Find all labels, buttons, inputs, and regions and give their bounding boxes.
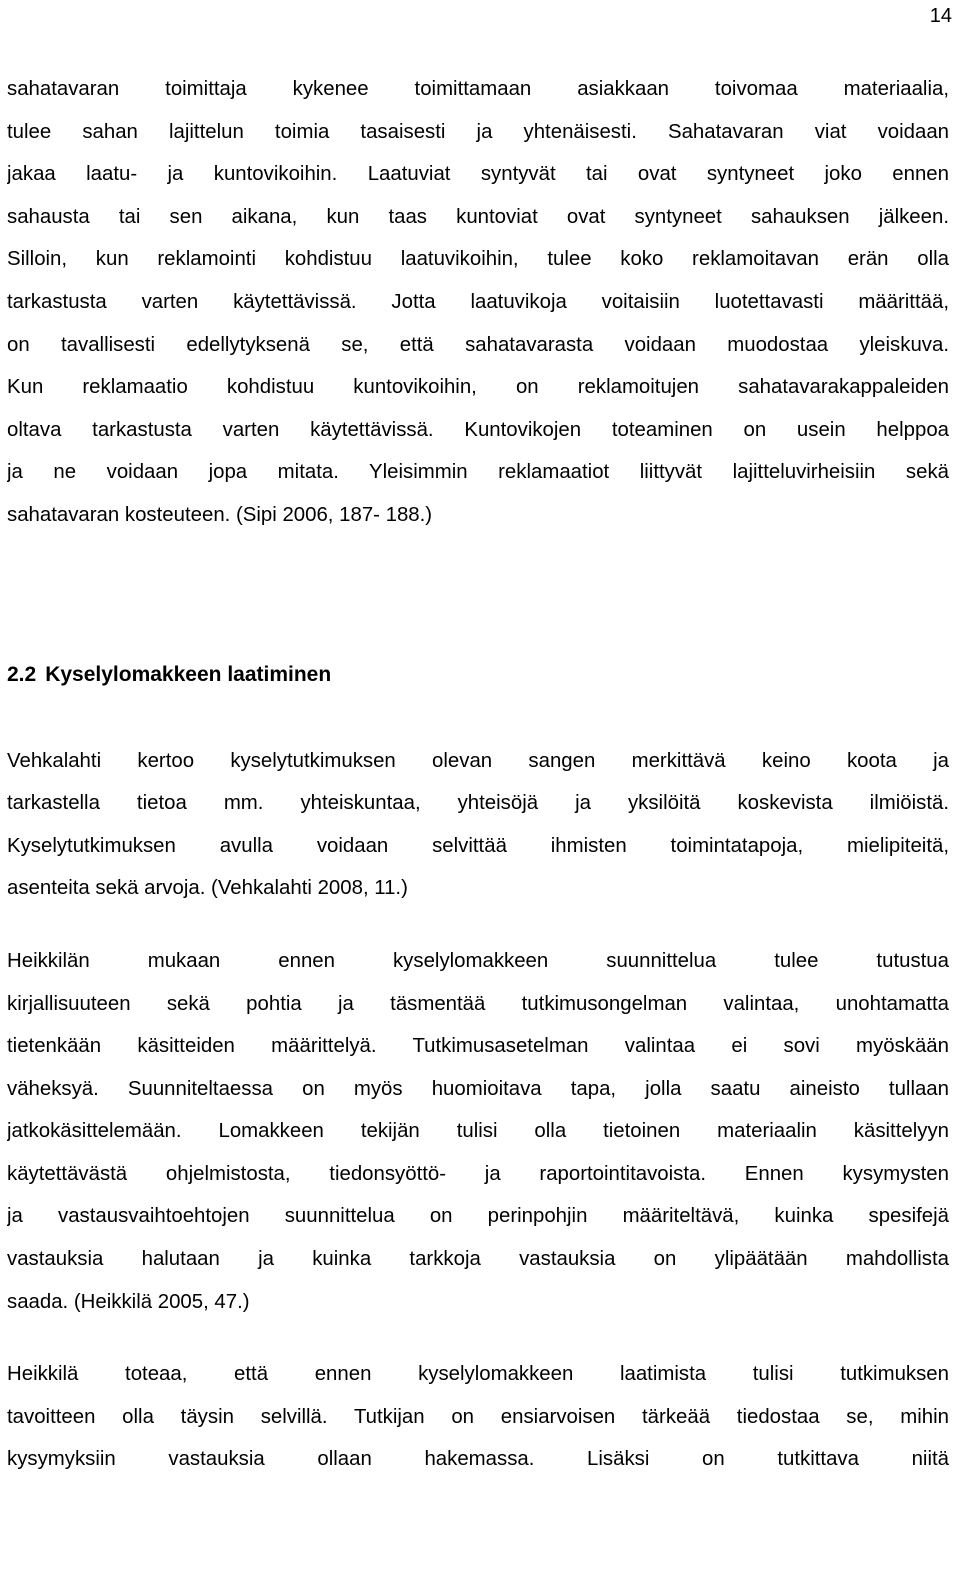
text-line: jakaa laatu- ja kuntovikoihin. Laatuviat syntyvät tai ovat syntyneet joko ennen	[7, 163, 949, 186]
text-line: tulee sahan lajittelun toimia tasaisesti ja yhtenäisesti. Sahatavaran viat voidaan	[7, 120, 949, 143]
text-line: kirjallisuuteen sekä pohtia ja täsmentää tutkimusongelman valintaa, unohtamatta	[7, 992, 949, 1015]
text-line: tietenkään käsitteiden määrittelyä. Tutkimusasetelman valintaa ei sovi myöskään	[7, 1035, 949, 1058]
paragraph-4	[7, 1353, 949, 1481]
text-line: jatkokäsittelemään. Lomakkeen tekijän tulisi olla tietoinen materiaalin käsittelyyn	[7, 1120, 949, 1143]
section-number: 2.2	[7, 662, 37, 686]
paragraph-2	[7, 740, 949, 910]
text-line: sahausta tai sen aikana, kun taas kuntoviat ovat syntyneet sahauksen jälkeen.	[7, 205, 949, 228]
text-line: Kun reklamaatio kohdistuu kuntovikoihin, on reklamoitujen sahatavarakappaleiden	[7, 376, 949, 399]
text-line: saada. (Heikkilä 2005, 47.)	[7, 1290, 250, 1313]
text-line: kysymyksiin vastauksia ollaan hakemassa. Lisäksi on tutkittava niitä	[7, 1448, 949, 1471]
text-line: asenteita sekä arvoja. (Vehkalahti 2008, 11.)	[7, 877, 408, 900]
text-line: väheksyä. Suunniteltaessa on myös huomioitava tapa, jolla saatu aineisto tullaan	[7, 1077, 949, 1100]
text-line: käytettävästä ohjelmistosta, tiedonsyöttö- ja raportointitavoista. Ennen kysymysten	[7, 1162, 949, 1185]
text-line: vastauksia halutaan ja kuinka tarkkoja vastauksia on ylipäätään mahdollista	[7, 1248, 949, 1271]
text-line: Kyselytutkimuksen avulla voidaan selvittää ihmisten toimintatapoja, mielipiteitä,	[7, 834, 949, 857]
text-line: Vehkalahti kertoo kyselytutkimuksen olevan sangen merkittävä keino koota ja	[7, 749, 949, 772]
text-line: Silloin, kun reklamointi kohdistuu laatuvikoihin, tulee koko reklamoitavan erän olla	[7, 248, 949, 271]
document-body	[7, 68, 949, 1481]
text-line: oltava tarkastusta varten käytettävissä. Kuntovikojen toteaminen on usein helppoa	[7, 418, 949, 441]
text-line: sahatavaran toimittaja kykenee toimittamaan asiakkaan toivomaa materiaalia,	[7, 78, 949, 100]
text-line: ja ne voidaan jopa mitata. Yleisimmin reklamaatiot liittyvät lajitteluvirheisiin sekä	[7, 461, 949, 484]
text-line: on tavallisesti edellytyksenä se, että sahatavarasta voidaan muodostaa yleiskuva.	[7, 333, 949, 356]
text-line: Heikkilän mukaan ennen kyselylomakkeen suunnittelua tulee tutustua	[7, 949, 949, 972]
text-line: Heikkilä toteaa, että ennen kyselylomakkeen laatimista tulisi tutkimuksen	[7, 1363, 949, 1386]
text-line: sahatavaran kosteuteen. (Sipi 2006, 187- 188.)	[7, 503, 433, 526]
section-heading	[7, 660, 949, 690]
page-number: 14	[929, 5, 952, 27]
text-line: tarkastella tietoa mm. yhteiskuntaa, yhteisöjä ja yksilöitä koskevista ilmiöistä.	[7, 792, 949, 815]
section-title: Kyselylomakkeen laatiminen	[45, 662, 332, 686]
text-line: tavoitteen olla täysin selvillä. Tutkijan on ensiarvoisen tärkeää tiedostaa se, mihin	[7, 1405, 949, 1428]
text-line: ja vastausvaihtoehtojen suunnittelua on perinpohjin määriteltävä, kuinka spesifejä	[7, 1205, 949, 1228]
paragraph-3	[7, 940, 949, 1323]
paragraph-1	[7, 68, 949, 537]
text-line: tarkastusta varten käytettävissä. Jotta laatuvikoja voitaisiin luotettavasti määrittää,	[7, 290, 949, 313]
